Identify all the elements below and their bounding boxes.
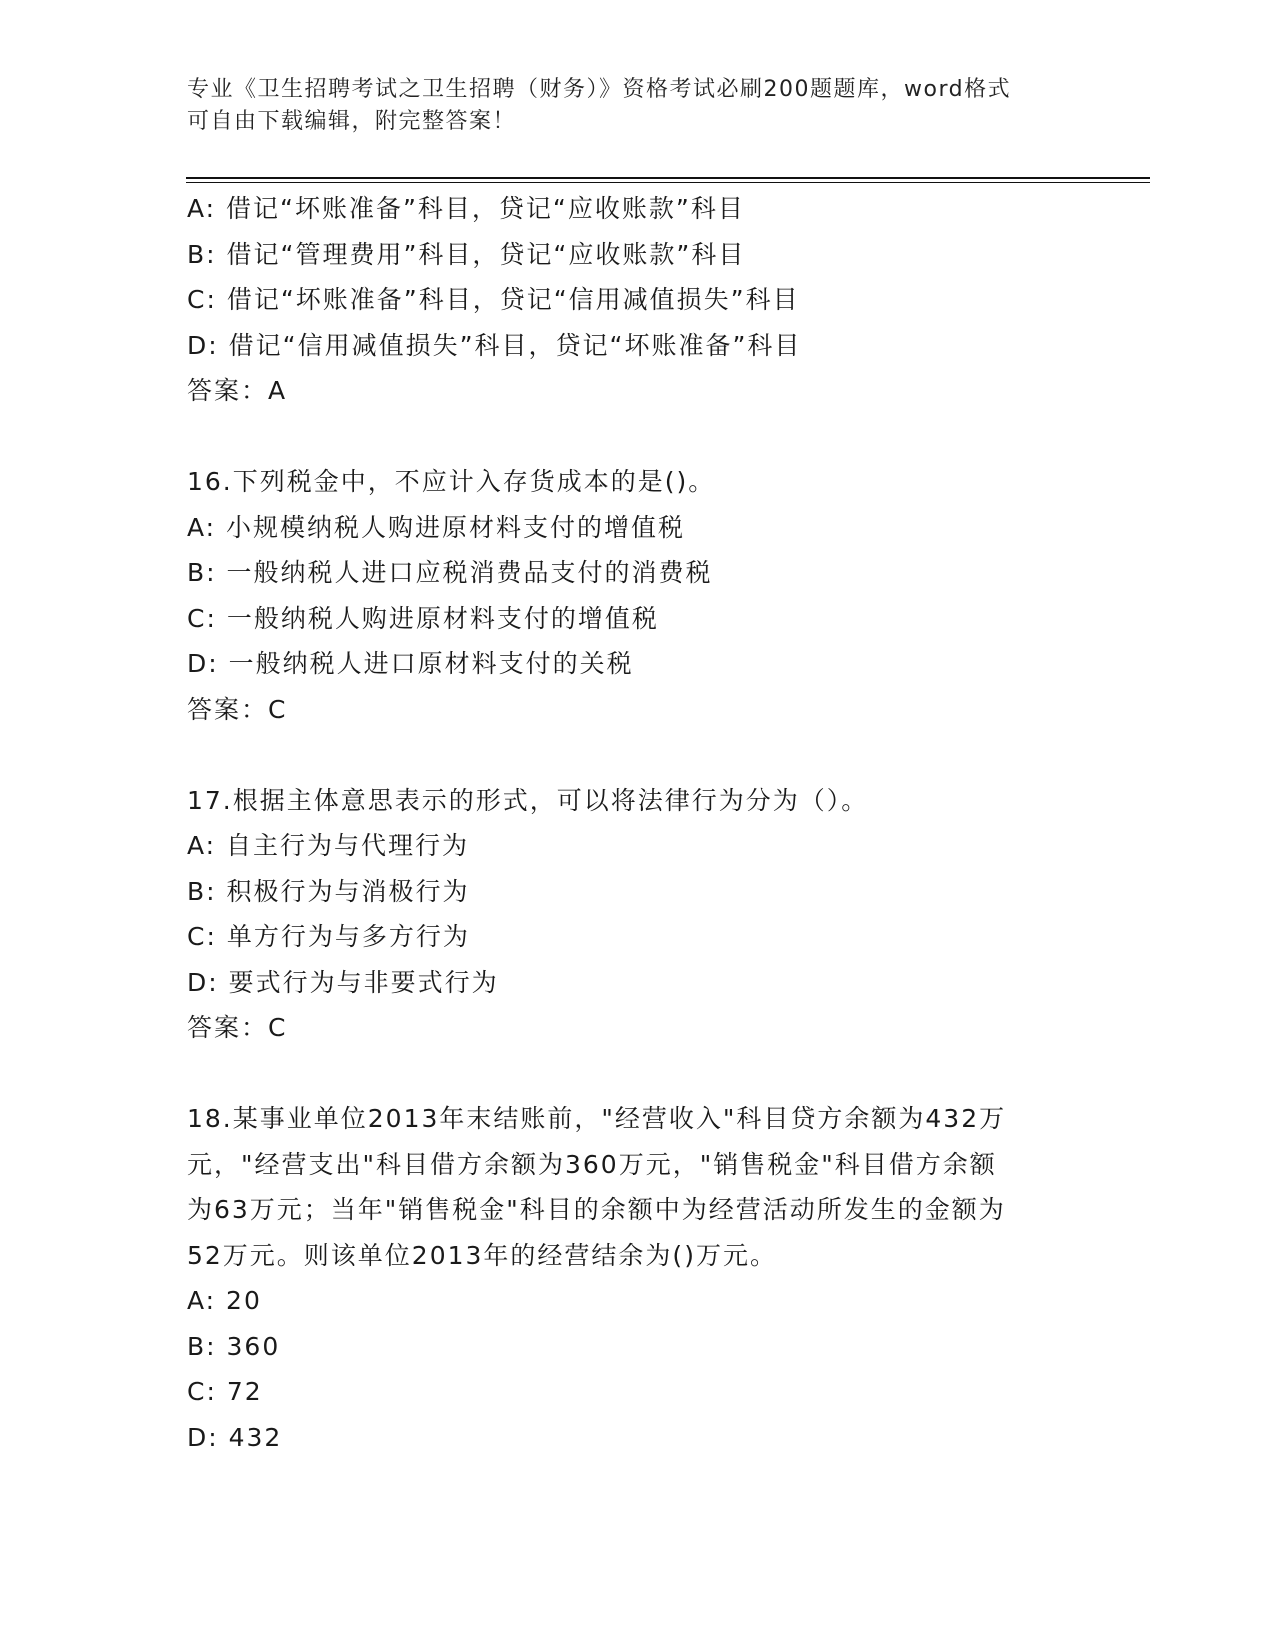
option-d: D: 借记“信用减值损失”科目，贷记“坏账准备”科目 — [187, 330, 802, 360]
question-text-line-1: 18.某事业单位2013年末结账前，"经营收入"科目贷方余额为432万 — [187, 1104, 1007, 1133]
option-a: A: 20 — [187, 1286, 262, 1315]
option-b: B: 360 — [187, 1331, 281, 1361]
question-text: 17.根据主体意思表示的形式，可以将法律行为分为（）。 — [187, 785, 869, 815]
option-b: B: 积极行为与消极行为 — [187, 876, 470, 906]
option-b: B: 借记“管理费用”科目，贷记“应收账款”科目 — [187, 239, 746, 269]
question-list — [187, 186, 1087, 1460]
option-c: C: 72 — [187, 1377, 263, 1406]
option-d: D: 432 — [187, 1422, 283, 1452]
question-17 — [187, 778, 1087, 1051]
question-16 — [187, 459, 1087, 732]
question-text-line-2: 元，"经营支出"科目借方余额为360万元，"销售税金"科目借方余额 — [187, 1149, 997, 1179]
option-c: C: 单方行为与多方行为 — [187, 922, 470, 951]
header-title-line-1: 专业《卫生招聘考试之卫生招聘（财务）》资格考试必刷200题题库，word格式 — [187, 77, 1012, 102]
option-a: A: 自主行为与代理行为 — [187, 831, 470, 860]
answer-line: 答案：C — [187, 694, 288, 724]
answer-line: 答案：C — [187, 1013, 288, 1042]
answer-line: 答案：A — [187, 376, 288, 405]
document-header — [187, 74, 1067, 138]
header-divider — [186, 177, 1150, 183]
option-d: D: 要式行为与非要式行为 — [187, 967, 499, 997]
question-text-line-4: 52万元。则该单位2013年的经营结余为()万元。 — [187, 1240, 777, 1270]
spacer — [187, 732, 1087, 778]
question-15 — [187, 186, 1087, 414]
spacer — [187, 414, 1087, 460]
question-text-line-3: 为63万元；当年"销售税金"科目的余额中为经营活动所发生的金额为 — [187, 1195, 1006, 1224]
option-b: B: 一般纳税人进口应税消费品支付的消费税 — [187, 558, 713, 587]
option-d: D: 一般纳税人进口原材料支付的关税 — [187, 649, 634, 678]
question-text: 16.下列税金中，不应计入存货成本的是()。 — [187, 467, 716, 496]
question-18 — [187, 1096, 1087, 1460]
option-a: A: 借记“坏账准备”科目，贷记“应收账款”科目 — [187, 194, 745, 223]
header-title-line-2: 可自由下载编辑，附完整答案！ — [187, 109, 517, 134]
spacer — [187, 1051, 1087, 1097]
option-c: C: 一般纳税人购进原材料支付的增值税 — [187, 603, 659, 633]
option-a: A: 小规模纳税人购进原材料支付的增值税 — [187, 512, 686, 542]
option-c: C: 借记“坏账准备”科目，贷记“信用减值损失”科目 — [187, 285, 800, 314]
